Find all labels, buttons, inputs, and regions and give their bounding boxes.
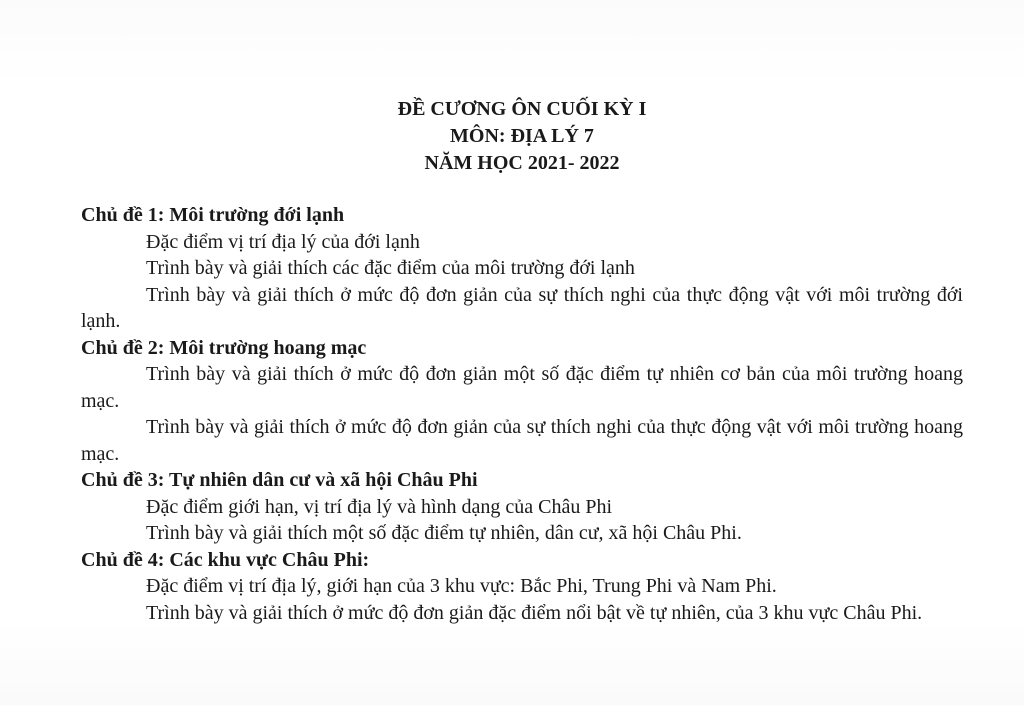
paragraph: Trình bày và giải thích ở mức độ đơn giản của sự thích nghi của thực động vật với môi trường đới lạnh. — [81, 283, 963, 332]
document-body — [81, 202, 963, 626]
section-topic-2 — [81, 335, 963, 468]
paragraph: Trình bày và giải thích một số đặc điểm tự nhiên, dân cư, xã hội Châu Phi. — [146, 522, 742, 544]
section-heading: Chủ đề 4: Các khu vực Châu Phi: — [81, 548, 370, 571]
section-topic-3 — [81, 467, 963, 547]
paragraph: Đặc điểm giới hạn, vị trí địa lý và hình dạng của Châu Phi — [146, 495, 613, 518]
title-line-school-year: NĂM HỌC 2021- 2022 — [424, 152, 620, 174]
paragraph: Đặc điểm vị trí địa lý của đới lạnh — [146, 230, 420, 253]
paragraph: Trình bày và giải thích ở mức độ đơn giản đặc điểm nổi bật về tự nhiên, của 3 khu vực Châu Phi. — [146, 601, 923, 624]
paragraph: Trình bày và giải thích ở mức độ đơn giản của sự thích nghi của thực động vật với môi trường hoang mạc. — [81, 416, 963, 465]
title-line-subject: MÔN: ĐỊA LÝ 7 — [450, 125, 594, 147]
document-title — [0, 96, 1024, 177]
section-heading: Chủ đề 3: Tự nhiên dân cư và xã hội Châu Phi — [81, 469, 478, 491]
section-heading: Chủ đề 2: Môi trường hoang mạc — [81, 336, 367, 359]
section-heading: Chủ đề 1: Môi trường đới lạnh — [81, 204, 345, 226]
paragraph: Trình bày và giải thích ở mức độ đơn giản một số đặc điểm tự nhiên cơ bản của môi trường hoang mạc. — [81, 363, 963, 412]
section-topic-4 — [81, 547, 963, 627]
paragraph: Trình bày và giải thích các đặc điểm của môi trường đới lạnh — [146, 257, 635, 279]
title-line-exam-outline: ĐỀ CƯƠNG ÔN CUỐI KỲ I — [397, 98, 647, 120]
paragraph: Đặc điểm vị trí địa lý, giới hạn của 3 khu vực: Bắc Phi, Trung Phi và Nam Phi. — [146, 575, 777, 597]
section-topic-1 — [81, 202, 963, 335]
